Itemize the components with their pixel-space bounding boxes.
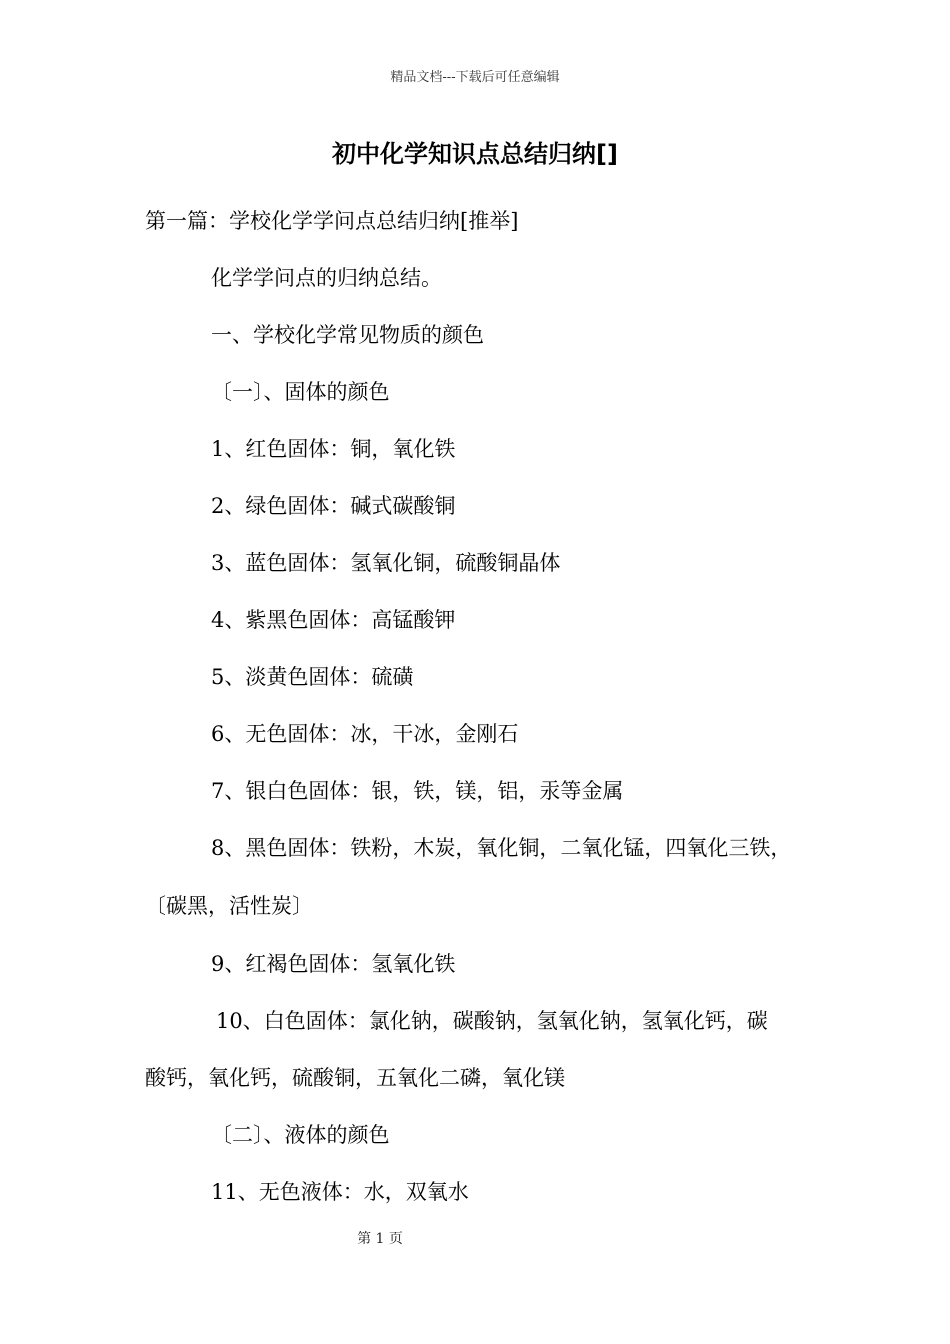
- list-item: 4、紫黑色固体：高锰酸钾: [211, 608, 456, 632]
- list-item: 1、红色固体：铜，氧化铁: [211, 437, 456, 461]
- list-item: 8、黑色固体：铁粉，木炭，氧化铜，二氧化锰，四氧化三铁，: [211, 836, 792, 860]
- page-header: 精品文档---下载后可任意编辑: [390, 70, 560, 85]
- list-item: 11、无色液体：水，双氧水: [211, 1180, 469, 1204]
- document-title: 初中化学知识点总结归纳[]: [332, 140, 618, 168]
- list-item: 2、绿色固体：碱式碳酸铜: [211, 494, 456, 518]
- subsection-heading: 一、学校化学常见物质的颜色: [211, 323, 484, 347]
- list-item-continuation: 〔碳黑，活性炭〕: [145, 894, 313, 918]
- list-item: 10、白色固体：氯化钠，碳酸钠，氢氧化钠，氢氧化钙，碳: [216, 1009, 768, 1033]
- list-item: 6、无色固体：冰，干冰，金刚石: [211, 722, 519, 746]
- subsection-heading: 〔二〕、液体的颜色: [211, 1123, 390, 1147]
- section-heading: 第一篇：学校化学学问点总结归纳[推举]: [145, 209, 519, 233]
- page-number: 第 1 页: [357, 1231, 403, 1247]
- list-item: 7、银白色固体：银，铁，镁，铝，汞等金属: [211, 779, 624, 803]
- list-item: 3、蓝色固体：氢氧化铜，硫酸铜晶体: [211, 551, 561, 575]
- list-item: 5、淡黄色固体：硫磺: [211, 665, 414, 689]
- paragraph: 化学学问点的归纳总结。: [211, 266, 442, 290]
- list-item-continuation: 酸钙，氧化钙，硫酸铜，五氧化二磷，氧化镁: [145, 1066, 565, 1090]
- subsection-heading: 〔一〕、固体的颜色: [211, 380, 390, 404]
- list-item: 9、红褐色固体：氢氧化铁: [211, 952, 456, 976]
